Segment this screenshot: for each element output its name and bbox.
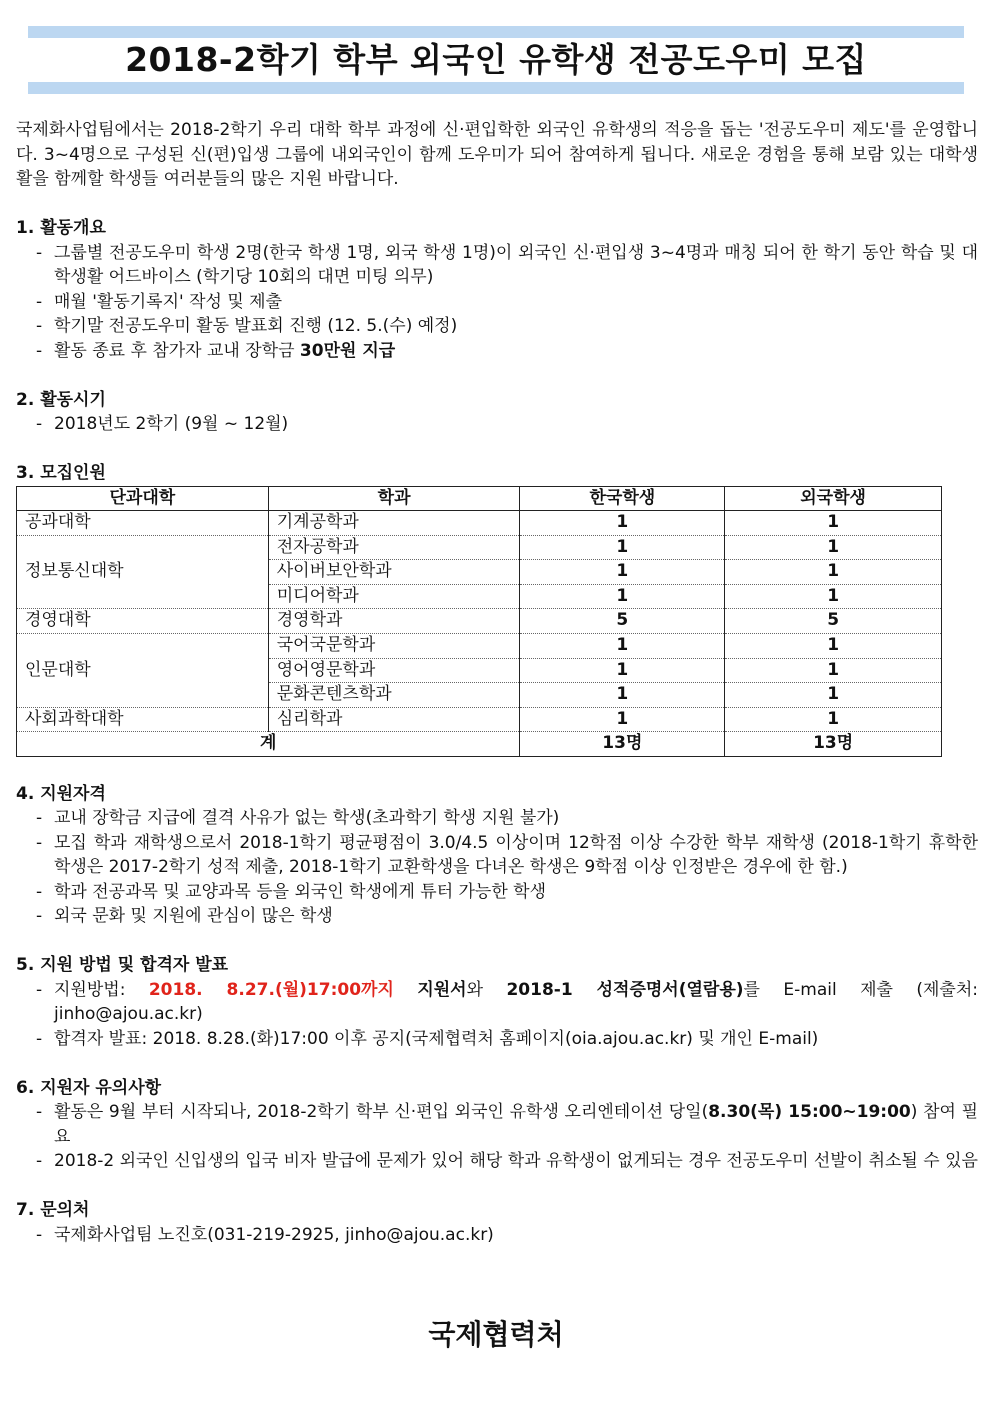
column-header: 단과대학 — [17, 486, 269, 511]
korean-count-cell: 1 — [520, 707, 725, 732]
list-item: - 학기말 전공도우미 활동 발표회 진행 (12. 5.(수) 예정) — [16, 314, 978, 339]
dept-cell: 전자공학과 — [268, 535, 520, 560]
document-body — [16, 118, 978, 1247]
application-form-text: 지원서 — [417, 979, 467, 1000]
list-item: - 매월 '활동기록지' 작성 및 제출 — [16, 290, 978, 315]
text-run: ) 참여 필요 — [54, 1102, 978, 1147]
section-title-notes: 6. 지원자 유의사항 — [16, 1077, 162, 1098]
transcript-text: 2018-1 성적증명서(열람용) — [506, 979, 744, 1000]
korean-count-cell: 1 — [520, 634, 725, 659]
application-list — [16, 978, 978, 1052]
title-bar-bottom — [28, 82, 964, 94]
table-row — [17, 707, 942, 732]
list-item: - 합격자 발표: 2018. 8.28.(화)17:00 이후 공지(국제협력처 홈페이지(oia.ajou.ac.kr) 및 개인 E-mail) — [16, 1027, 978, 1052]
eligibility-list — [16, 806, 978, 929]
korean-count-cell: 5 — [520, 609, 725, 634]
foreign-count-cell: 1 — [725, 535, 942, 560]
dept-cell: 심리학과 — [268, 707, 520, 732]
korean-count-cell: 1 — [520, 584, 725, 609]
notes-list — [16, 1100, 978, 1174]
korean-count-cell: 1 — [520, 658, 725, 683]
table-total-row — [17, 732, 942, 757]
list-item — [16, 339, 978, 364]
section-title-application: 5. 지원 방법 및 합격자 발표 — [16, 955, 229, 976]
dept-cell: 기계공학과 — [268, 511, 520, 536]
foreign-count-cell: 1 — [725, 634, 942, 659]
table-row — [17, 511, 942, 536]
korean-count-cell: 1 — [520, 535, 725, 560]
total-label-cell: 계 — [17, 732, 520, 757]
foreign-count-cell: 1 — [725, 707, 942, 732]
list-item: - 모집 학과 재학생으로서 2018-1학기 평균평점이 3.0/4.5 이상이며 12학점 이상 수강한 학부 재학생 (2018-1학기 휴학한 학생은 2017-2학기 성적 제출, 2018-1학기 교환학생을 다녀온 학생은 9학점 이상 인정받은 경우에 한 함.) — [16, 831, 978, 880]
section-title-contact: 7. 문의처 — [16, 1200, 90, 1221]
list-item: - 국제화사업팀 노진호(031-219-2925, jinho@ajou.ac.kr) — [16, 1223, 978, 1248]
korean-count-cell: 1 — [520, 683, 725, 708]
page-title: 2018-2학기 학부 외국인 유학생 전공도우미 모집 — [125, 40, 867, 79]
college-cell: 사회과학대학 — [17, 707, 269, 732]
dept-cell: 사이버보안학과 — [268, 560, 520, 585]
list-item: - 교내 장학금 지급에 결격 사유가 없는 학생(초과학기 학생 지원 불가) — [16, 806, 978, 831]
overview-list — [16, 241, 978, 364]
total-foreign-cell: 13명 — [725, 732, 942, 757]
dept-cell: 미디어학과 — [268, 584, 520, 609]
column-header: 외국학생 — [725, 486, 942, 511]
orientation-time: 8.30(목) 15:00~19:00 — [708, 1102, 911, 1123]
table-row — [17, 634, 942, 659]
college-cell: 경영대학 — [17, 609, 269, 634]
deadline-text: 2018. 8.27.(월)17:00까지 — [148, 979, 394, 1000]
text-run: 를 E-mail 제출 (제출처: jinho@ajou.ac.kr) — [54, 979, 979, 1025]
footer-office-name: 국제협력처 — [428, 1318, 564, 1351]
text-run — [394, 980, 417, 1000]
column-header: 학과 — [268, 486, 520, 511]
foreign-count-cell: 1 — [725, 683, 942, 708]
foreign-count-cell: 1 — [725, 658, 942, 683]
dept-cell: 국어국문학과 — [268, 634, 520, 659]
dept-cell: 영어영문학과 — [268, 658, 520, 683]
dept-cell: 경영학과 — [268, 609, 520, 634]
korean-count-cell: 1 — [520, 560, 725, 585]
dept-cell: 문화콘텐츠학과 — [268, 683, 520, 708]
list-item — [16, 1100, 978, 1149]
college-cell: 정보통신대학 — [17, 535, 269, 609]
list-item: - 2018년도 2학기 (9월 ~ 12월) — [16, 412, 978, 437]
list-item: - 그룹별 전공도우미 학생 2명(한국 학생 1명, 외국 학생 1명)이 외국인 신·편입생 3~4명과 매칭 되어 한 학기 동안 학습 및 대학생활 어드바이스 (학기당 10회의 대면 미팅 의무) — [16, 241, 978, 290]
text-run: 활동 종료 후 참가자 교내 장학금 — [54, 340, 300, 361]
list-item — [16, 978, 978, 1027]
text-run: 지원방법: — [54, 979, 149, 1000]
foreign-count-cell: 1 — [725, 584, 942, 609]
college-cell: 인문대학 — [17, 634, 269, 708]
korean-count-cell: 1 — [520, 511, 725, 536]
foreign-count-cell: 1 — [725, 560, 942, 585]
period-list — [16, 412, 978, 437]
foreign-count-cell: 1 — [725, 511, 942, 536]
college-cell: 공과대학 — [17, 511, 269, 536]
section-title-recruitment: 3. 모집인원 — [16, 463, 106, 483]
foreign-count-cell: 5 — [725, 609, 942, 634]
section-title-overview: 1. 활동개요 — [16, 218, 106, 238]
table-row — [17, 535, 942, 560]
scholarship-amount: 30만원 지급 — [299, 340, 396, 361]
column-header: 한국학생 — [520, 486, 725, 511]
contact-list — [16, 1223, 978, 1248]
text-run: 와 — [466, 979, 507, 1000]
table-row — [17, 609, 942, 634]
title-bar-top — [28, 26, 964, 38]
table-header-row — [17, 486, 942, 511]
list-item: - 학과 전공과목 및 교양과목 등을 외국인 학생에게 튜터 가능한 학생 — [16, 880, 978, 905]
recruitment-table — [16, 486, 942, 758]
section-title-period: 2. 활동시기 — [16, 389, 106, 410]
total-korean-cell: 13명 — [520, 732, 725, 757]
section-title-eligibility: 4. 지원자격 — [16, 783, 106, 804]
intro-paragraph: 국제화사업팀에서는 2018-2학기 우리 대학 학부 과정에 신·편입학한 외국인 유학생의 적응을 돕는 '전공도우미 제도'를 운영합니다. 3~4명으로 구성된 신(편)입생 그룹에 내외국인이 함께 도우미가 되어 참여하게 됩니다. 새로운 경험을 통해 보람 있는 대학생활을 함께할 학생들 여러분들의 많은 지원 바랍니다. — [16, 120, 978, 189]
list-item: - 외국 문화 및 지원에 관심이 많은 학생 — [16, 904, 978, 929]
text-run: 활동은 9월 부터 시작되나, 2018-2학기 학부 신·편입 외국인 유학생 오리엔테이션 당일( — [54, 1102, 709, 1123]
list-item: - 2018-2 외국인 신입생의 입국 비자 발급에 문제가 있어 해당 학과 유학생이 없게되는 경우 전공도우미 선발이 취소될 수 있음 — [16, 1149, 978, 1174]
